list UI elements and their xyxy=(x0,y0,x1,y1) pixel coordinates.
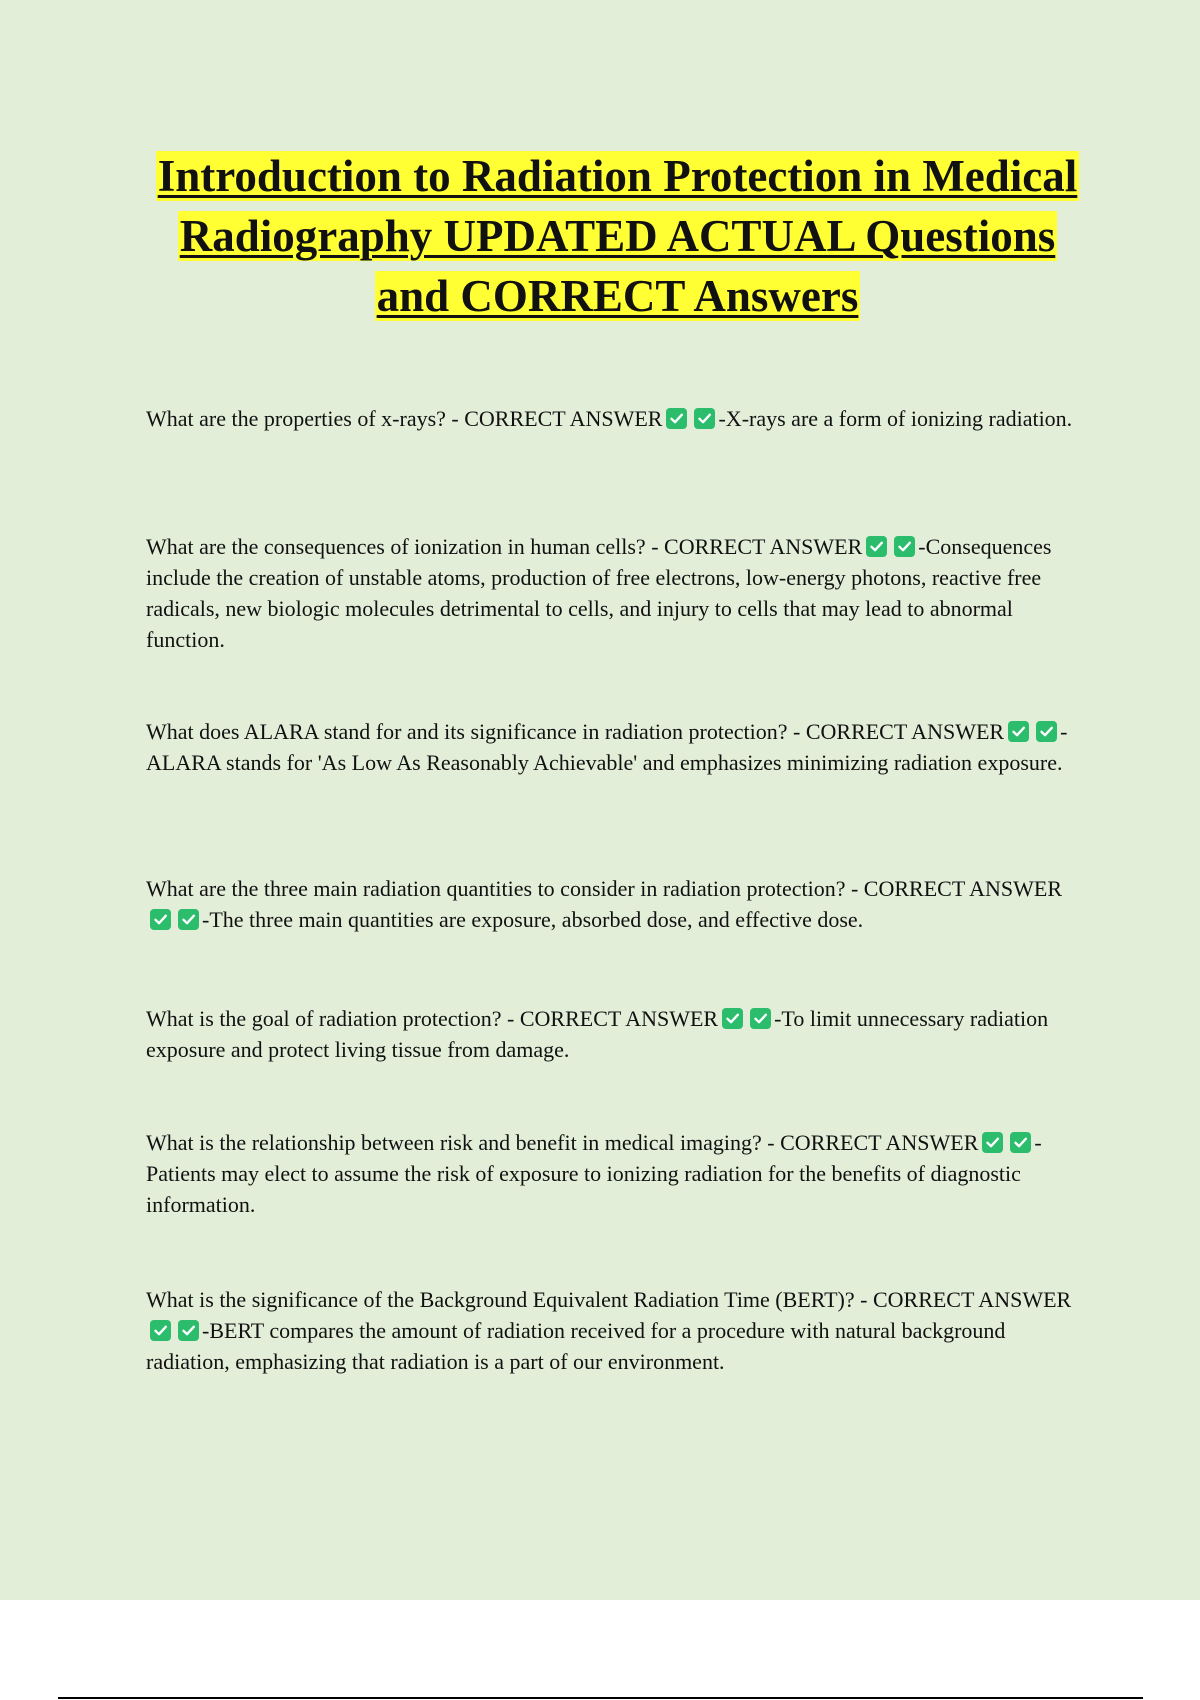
check-mark-button-icon xyxy=(178,909,199,930)
answer-text: -ALARA stands for 'As Low As Reasonably Achievable' and emphasizes minimizing radiation exposure. xyxy=(146,719,1068,775)
check-mark-button-icon xyxy=(894,536,915,557)
footer-divider xyxy=(58,1697,1143,1699)
qa-item xyxy=(146,1003,1086,1065)
qa-item xyxy=(146,716,1086,778)
check-mark-button-icon xyxy=(150,909,171,930)
answer-text: -X-rays are a form of ionizing radiation. xyxy=(718,406,1073,431)
document-title xyxy=(146,146,1089,326)
check-mark-button-icon xyxy=(178,1320,199,1341)
check-mark-button-icon xyxy=(1036,721,1057,742)
check-mark-button-icon xyxy=(1010,1132,1031,1153)
qa-item xyxy=(146,873,1086,935)
check-mark-button-icon xyxy=(694,408,715,429)
question-text: What are the consequences of ionization in human cells? - CORRECT ANSWER xyxy=(146,534,863,559)
check-mark-button-icon xyxy=(750,1008,771,1029)
qa-item xyxy=(146,403,1086,434)
check-mark-button-icon xyxy=(982,1132,1003,1153)
qa-item xyxy=(146,1284,1086,1377)
question-text: What is the goal of radiation protection? - CORRECT ANSWER xyxy=(146,1006,719,1031)
question-text: What does ALARA stand for and its significance in radiation protection? - CORRECT ANSWER xyxy=(146,719,1005,744)
question-text: What are the properties of x-rays? - CORRECT ANSWER xyxy=(146,406,663,431)
check-mark-button-icon xyxy=(150,1320,171,1341)
answer-text: -Consequences include the creation of unstable atoms, production of free electrons, low-energy photons, reactive free radicals, new biologic molecules detrimental to cells, and injury to cells that may lead to abnormal function. xyxy=(146,534,1052,652)
answer-text: -BERT compares the amount of radiation received for a procedure with natural background radiation, emphasizing that radiation is a part of our environment. xyxy=(146,1318,1006,1374)
question-text: What is the relationship between risk and benefit in medical imaging? - CORRECT ANSWER xyxy=(146,1130,979,1155)
qa-item xyxy=(146,531,1086,655)
check-mark-button-icon xyxy=(1008,721,1029,742)
document-title-text: Introduction to Radiation Protection in Medical Radiography UPDATED ACTUAL Questions and CORRECT Answers xyxy=(157,151,1078,321)
check-mark-button-icon xyxy=(666,408,687,429)
answer-text: -To limit unnecessary radiation exposure and protect living tissue from damage. xyxy=(146,1006,1049,1062)
question-text: What is the significance of the Background Equivalent Radiation Time (BERT)? - CORRECT ANSWER xyxy=(146,1287,1072,1312)
check-mark-button-icon xyxy=(866,536,887,557)
answer-text: -The three main quantities are exposure, absorbed dose, and effective dose. xyxy=(202,907,864,932)
qa-item xyxy=(146,1127,1086,1220)
answer-text: -Patients may elect to assume the risk of exposure to ionizing radiation for the benefits of diagnostic information. xyxy=(146,1130,1042,1217)
check-mark-button-icon xyxy=(722,1008,743,1029)
question-text: What are the three main radiation quantities to consider in radiation protection? - CORRECT ANSWER xyxy=(146,876,1063,901)
